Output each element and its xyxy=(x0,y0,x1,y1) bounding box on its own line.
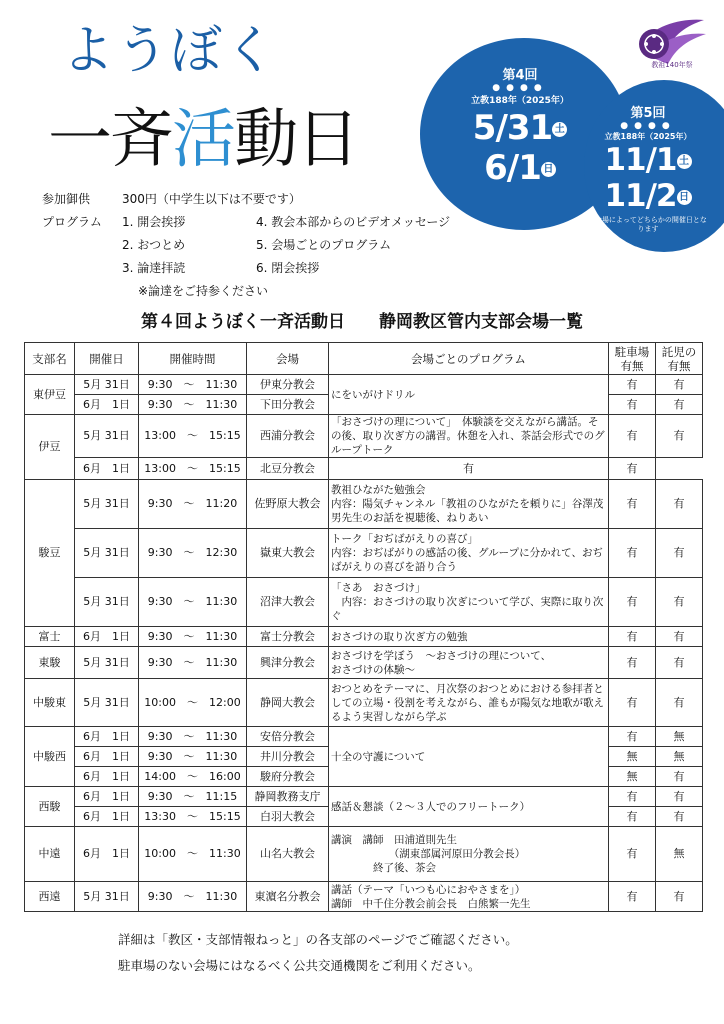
program-cell: 「おさづけの理について」 体験談を交えながら講話。その後、取り次ぎ方の講習。休憩を入れ、茶話会形式でのグループトーク xyxy=(329,415,609,458)
event5-label: 第5回 xyxy=(630,106,666,121)
venue-cell: 興津分教会 xyxy=(247,647,329,679)
table-row xyxy=(25,458,703,480)
table-row xyxy=(25,375,703,395)
date-cell: 6月 1日 xyxy=(75,395,139,415)
col-header-venue: 会場 xyxy=(247,343,329,375)
time-cell: 14:00 ～ 16:00 xyxy=(139,767,247,787)
parking-cell: 有 xyxy=(609,627,656,647)
venue-cell: 西浦分教会 xyxy=(247,415,329,458)
childcare-cell: 有 xyxy=(656,480,703,529)
date-cell: 6月 1日 xyxy=(75,767,139,787)
parking-cell: 有 xyxy=(609,807,656,827)
title-line2 xyxy=(48,88,358,180)
event5-dots: ●●●● xyxy=(620,121,676,131)
date-cell: 6月 1日 xyxy=(75,458,139,480)
event5-date1: 11/1 土 xyxy=(586,142,710,178)
program-cell: おつとめをテーマに、月次祭のおつとめにおける参拝者としての立場・役割を考えながら、誰もが陽気な地歌が歌えるよう実習しながら学ぶ xyxy=(329,679,609,727)
parking-cell: 有 xyxy=(609,480,656,529)
event5-day2: 日 xyxy=(677,190,692,205)
childcare-cell: 有 xyxy=(656,767,703,787)
table-row xyxy=(25,480,703,529)
event5-day1: 土 xyxy=(677,154,692,169)
venue-cell: 下田分教会 xyxy=(247,395,329,415)
date-cell: 5月 31日 xyxy=(75,647,139,679)
program-item-2: 2. おつとめ xyxy=(122,238,186,252)
table-row xyxy=(25,827,703,882)
venue-cell: 井川分教会 xyxy=(247,747,329,767)
venue-cell: 嶽東大教会 xyxy=(247,529,329,578)
time-cell: 13:00 ～ 15:15 xyxy=(139,415,247,458)
time-cell: 9:30 ～ 11:30 xyxy=(139,727,247,747)
branch-cell: 東駿 xyxy=(25,647,75,679)
parking-cell: 無 xyxy=(609,747,656,767)
parking-cell: 有 xyxy=(609,827,656,882)
time-cell: 9:30 ～ 11:30 xyxy=(139,627,247,647)
table-row xyxy=(25,529,703,578)
program-cell: 十全の守護について xyxy=(329,727,609,787)
fee-label: 参加御供 xyxy=(42,192,91,206)
time-cell: 13:30 ～ 15:15 xyxy=(139,807,247,827)
title-part-c: 動日 xyxy=(234,103,358,177)
branch-cell: 伊豆 xyxy=(25,415,75,480)
date-cell: 6月 1日 xyxy=(75,747,139,767)
childcare-cell: 有 xyxy=(609,458,656,480)
col-header-parking: 駐車場 有無 xyxy=(609,343,656,375)
col-header-branch: 支部名 xyxy=(25,343,75,375)
parking-cell: 有 xyxy=(609,647,656,679)
venue-cell: 沼津大教会 xyxy=(247,578,329,627)
parking-cell: 有 xyxy=(609,415,656,458)
table-row xyxy=(25,727,703,747)
footer-note-1: 詳細は「教区・支部情報ねっと」の各支部のページでご確認ください。 xyxy=(118,932,518,947)
event5-note: ※会場によってどちらかの開催日となります xyxy=(589,216,707,233)
venue-cell: 山名大教会 xyxy=(247,827,329,882)
branch-cell: 中駿西 xyxy=(25,727,75,787)
childcare-cell: 有 xyxy=(656,529,703,578)
col-header-program: 会場ごとのプログラム xyxy=(329,343,609,375)
branch-cell: 中遠 xyxy=(25,827,75,882)
parking-cell: 有 xyxy=(609,882,656,912)
time-cell: 9:30 ～ 11:30 xyxy=(139,395,247,415)
venue-table xyxy=(24,342,703,912)
time-cell: 9:30 ～ 11:30 xyxy=(139,375,247,395)
childcare-cell: 有 xyxy=(656,375,703,395)
program-cell: おさづけを学ぼう ～おさづけの理について、 おさづけの体験～ xyxy=(329,647,609,679)
program-cell: 講演 講師 田浦道則先生 （湖東部属河原田分教会長） 終了後、茶会 xyxy=(329,827,609,882)
childcare-cell: 有 xyxy=(656,395,703,415)
childcare-cell: 有 xyxy=(656,647,703,679)
time-cell: 10:00 ～ 11:30 xyxy=(139,827,247,882)
venue-cell: 安倍分教会 xyxy=(247,727,329,747)
childcare-cell: 無 xyxy=(656,827,703,882)
program-cell: トーク「おぢばがえりの喜び」 内容：おぢばがりの感話の後、グループに分かれて、おぢばがえりの喜びを語り合う xyxy=(329,529,609,578)
branch-cell: 富士 xyxy=(25,627,75,647)
table-row xyxy=(25,578,703,627)
program-cell: 講話（テーマ「いつも心におやさまを」） 講師 中千住分教会前会長 白熊繁一先生 xyxy=(329,882,609,912)
venue-cell: 静岡大教会 xyxy=(247,679,329,727)
event4-dots: ●●●● xyxy=(492,83,548,93)
event4-date2: 6/1 日 xyxy=(440,148,600,188)
page-title: 第４回ようぼく一斉活動日 静岡教区管内支部会場一覧 xyxy=(141,312,583,332)
childcare-cell: 有 xyxy=(656,415,703,458)
col-header-date: 開催日 xyxy=(75,343,139,375)
venue-cell: 東濵名分教会 xyxy=(247,882,329,912)
program-label: プログラム xyxy=(42,215,102,229)
event4-label: 第4回 xyxy=(502,68,538,83)
event4-date1: 5/31 土 xyxy=(440,108,600,148)
program-cell: 「さあ おさづけ」 内容：おさづけの取り次ぎについて学び、実際に取り次ぐ xyxy=(329,578,609,627)
date-cell: 5月 31日 xyxy=(75,578,139,627)
time-cell: 9:30 ～ 11:30 xyxy=(139,647,247,679)
childcare-cell: 有 xyxy=(656,787,703,807)
branch-cell: 西遠 xyxy=(25,882,75,912)
date-cell: 6月 1日 xyxy=(75,807,139,827)
table-row xyxy=(25,679,703,727)
date-cell: 6月 1日 xyxy=(75,627,139,647)
venue-cell: 駿府分教会 xyxy=(247,767,329,787)
date-cell: 5月 31日 xyxy=(75,375,139,395)
branch-cell: 中駿東 xyxy=(25,679,75,727)
time-cell: 13:00 ～ 15:15 xyxy=(139,458,247,480)
table-header-row xyxy=(25,343,703,375)
program-item-5: 5. 会場ごとのプログラム xyxy=(256,238,392,252)
col-header-time: 開催時間 xyxy=(139,343,247,375)
time-cell: 10:00 ～ 12:00 xyxy=(139,679,247,727)
table-row xyxy=(25,787,703,807)
date-cell: 6月 1日 xyxy=(75,727,139,747)
title-line1: ようぼく xyxy=(62,21,279,81)
childcare-cell: 有 xyxy=(656,627,703,647)
title-part-a: 一斉 xyxy=(48,103,172,177)
parking-cell: 有 xyxy=(609,787,656,807)
col-header-childcare: 託児の 有無 xyxy=(656,343,703,375)
fee-value: 300円（中学生以下は不要です） xyxy=(122,192,301,206)
program-cell: おさづけの取り次ぎ方の勉強 xyxy=(329,627,609,647)
branch-cell: 西駿 xyxy=(25,787,75,827)
program-item-6: 6. 閉会挨拶 xyxy=(256,261,320,275)
venue-cell: 静岡教務支庁 xyxy=(247,787,329,807)
date-cell: 5月 31日 xyxy=(75,529,139,578)
parking-cell: 有 xyxy=(609,529,656,578)
parking-cell: 有 xyxy=(329,458,609,480)
table-row xyxy=(25,882,703,912)
venue-cell: 伊東分教会 xyxy=(247,375,329,395)
event5-year: 立教188年（2025年） xyxy=(604,132,692,141)
table-row xyxy=(25,647,703,679)
footer-note-2: 駐車場のない会場にはなるべく公共交通機関をご利用ください。 xyxy=(118,958,481,973)
title-part-b: 活 xyxy=(172,103,234,177)
parking-cell: 無 xyxy=(609,767,656,787)
event5-info xyxy=(586,102,710,234)
time-cell: 9:30 ～ 11:30 xyxy=(139,578,247,627)
childcare-cell: 無 xyxy=(656,747,703,767)
event5-date2: 11/2 日 xyxy=(586,178,710,214)
event4-day1: 土 xyxy=(552,122,567,137)
parking-cell: 有 xyxy=(609,578,656,627)
logo-caption: 教祖140年祭 xyxy=(651,61,693,69)
event4-day2: 日 xyxy=(541,162,556,177)
venue-cell: 富士分教会 xyxy=(247,627,329,647)
program-item-4: 4. 教会本部からのビデオメッセージ xyxy=(256,215,451,229)
time-cell: 9:30 ～ 11:30 xyxy=(139,882,247,912)
table-row xyxy=(25,415,703,458)
date-cell: 5月 31日 xyxy=(75,480,139,529)
childcare-cell: 有 xyxy=(656,679,703,727)
branch-cell: 駿豆 xyxy=(25,480,75,627)
program-item-1: 1. 開会挨拶 xyxy=(122,215,186,229)
childcare-cell: 無 xyxy=(656,727,703,747)
time-cell: 9:30 ～ 11:20 xyxy=(139,480,247,529)
venue-cell: 佐野原大教会 xyxy=(247,480,329,529)
program-cell: 教祖ひながた勉強会 内容：陽気チャンネル「教祖のひながたを頼りに」谷澤茂男先生のお話を視聴後、ねりあい xyxy=(329,480,609,529)
date-cell: 5月 31日 xyxy=(75,679,139,727)
childcare-cell: 有 xyxy=(656,807,703,827)
branch-cell: 東伊豆 xyxy=(25,375,75,415)
childcare-cell: 有 xyxy=(656,882,703,912)
childcare-cell: 有 xyxy=(656,578,703,627)
venue-cell: 北豆分教会 xyxy=(247,458,329,480)
parking-cell: 有 xyxy=(609,679,656,727)
date-cell: 5月 31日 xyxy=(75,415,139,458)
time-cell: 9:30 ～ 12:30 xyxy=(139,529,247,578)
event4-info xyxy=(440,64,600,188)
parking-cell: 有 xyxy=(609,727,656,747)
time-cell: 9:30 ～ 11:15 xyxy=(139,787,247,807)
parking-cell: 有 xyxy=(609,375,656,395)
program-cell: にをいがけドリル xyxy=(329,375,609,415)
time-cell: 9:30 ～ 11:30 xyxy=(139,747,247,767)
date-cell: 6月 1日 xyxy=(75,827,139,882)
table-row xyxy=(25,627,703,647)
venue-cell: 白羽大教会 xyxy=(247,807,329,827)
program-cell: 感話＆懇談（２～３人でのフリートーク） xyxy=(329,787,609,827)
date-cell: 5月 31日 xyxy=(75,882,139,912)
program-note: ※論達をご持参ください xyxy=(138,284,269,298)
parking-cell: 有 xyxy=(609,395,656,415)
date-cell: 6月 1日 xyxy=(75,787,139,807)
event4-year: 立教188年（2025年） xyxy=(471,96,569,106)
program-item-3: 3. 論達拝読 xyxy=(122,261,186,275)
